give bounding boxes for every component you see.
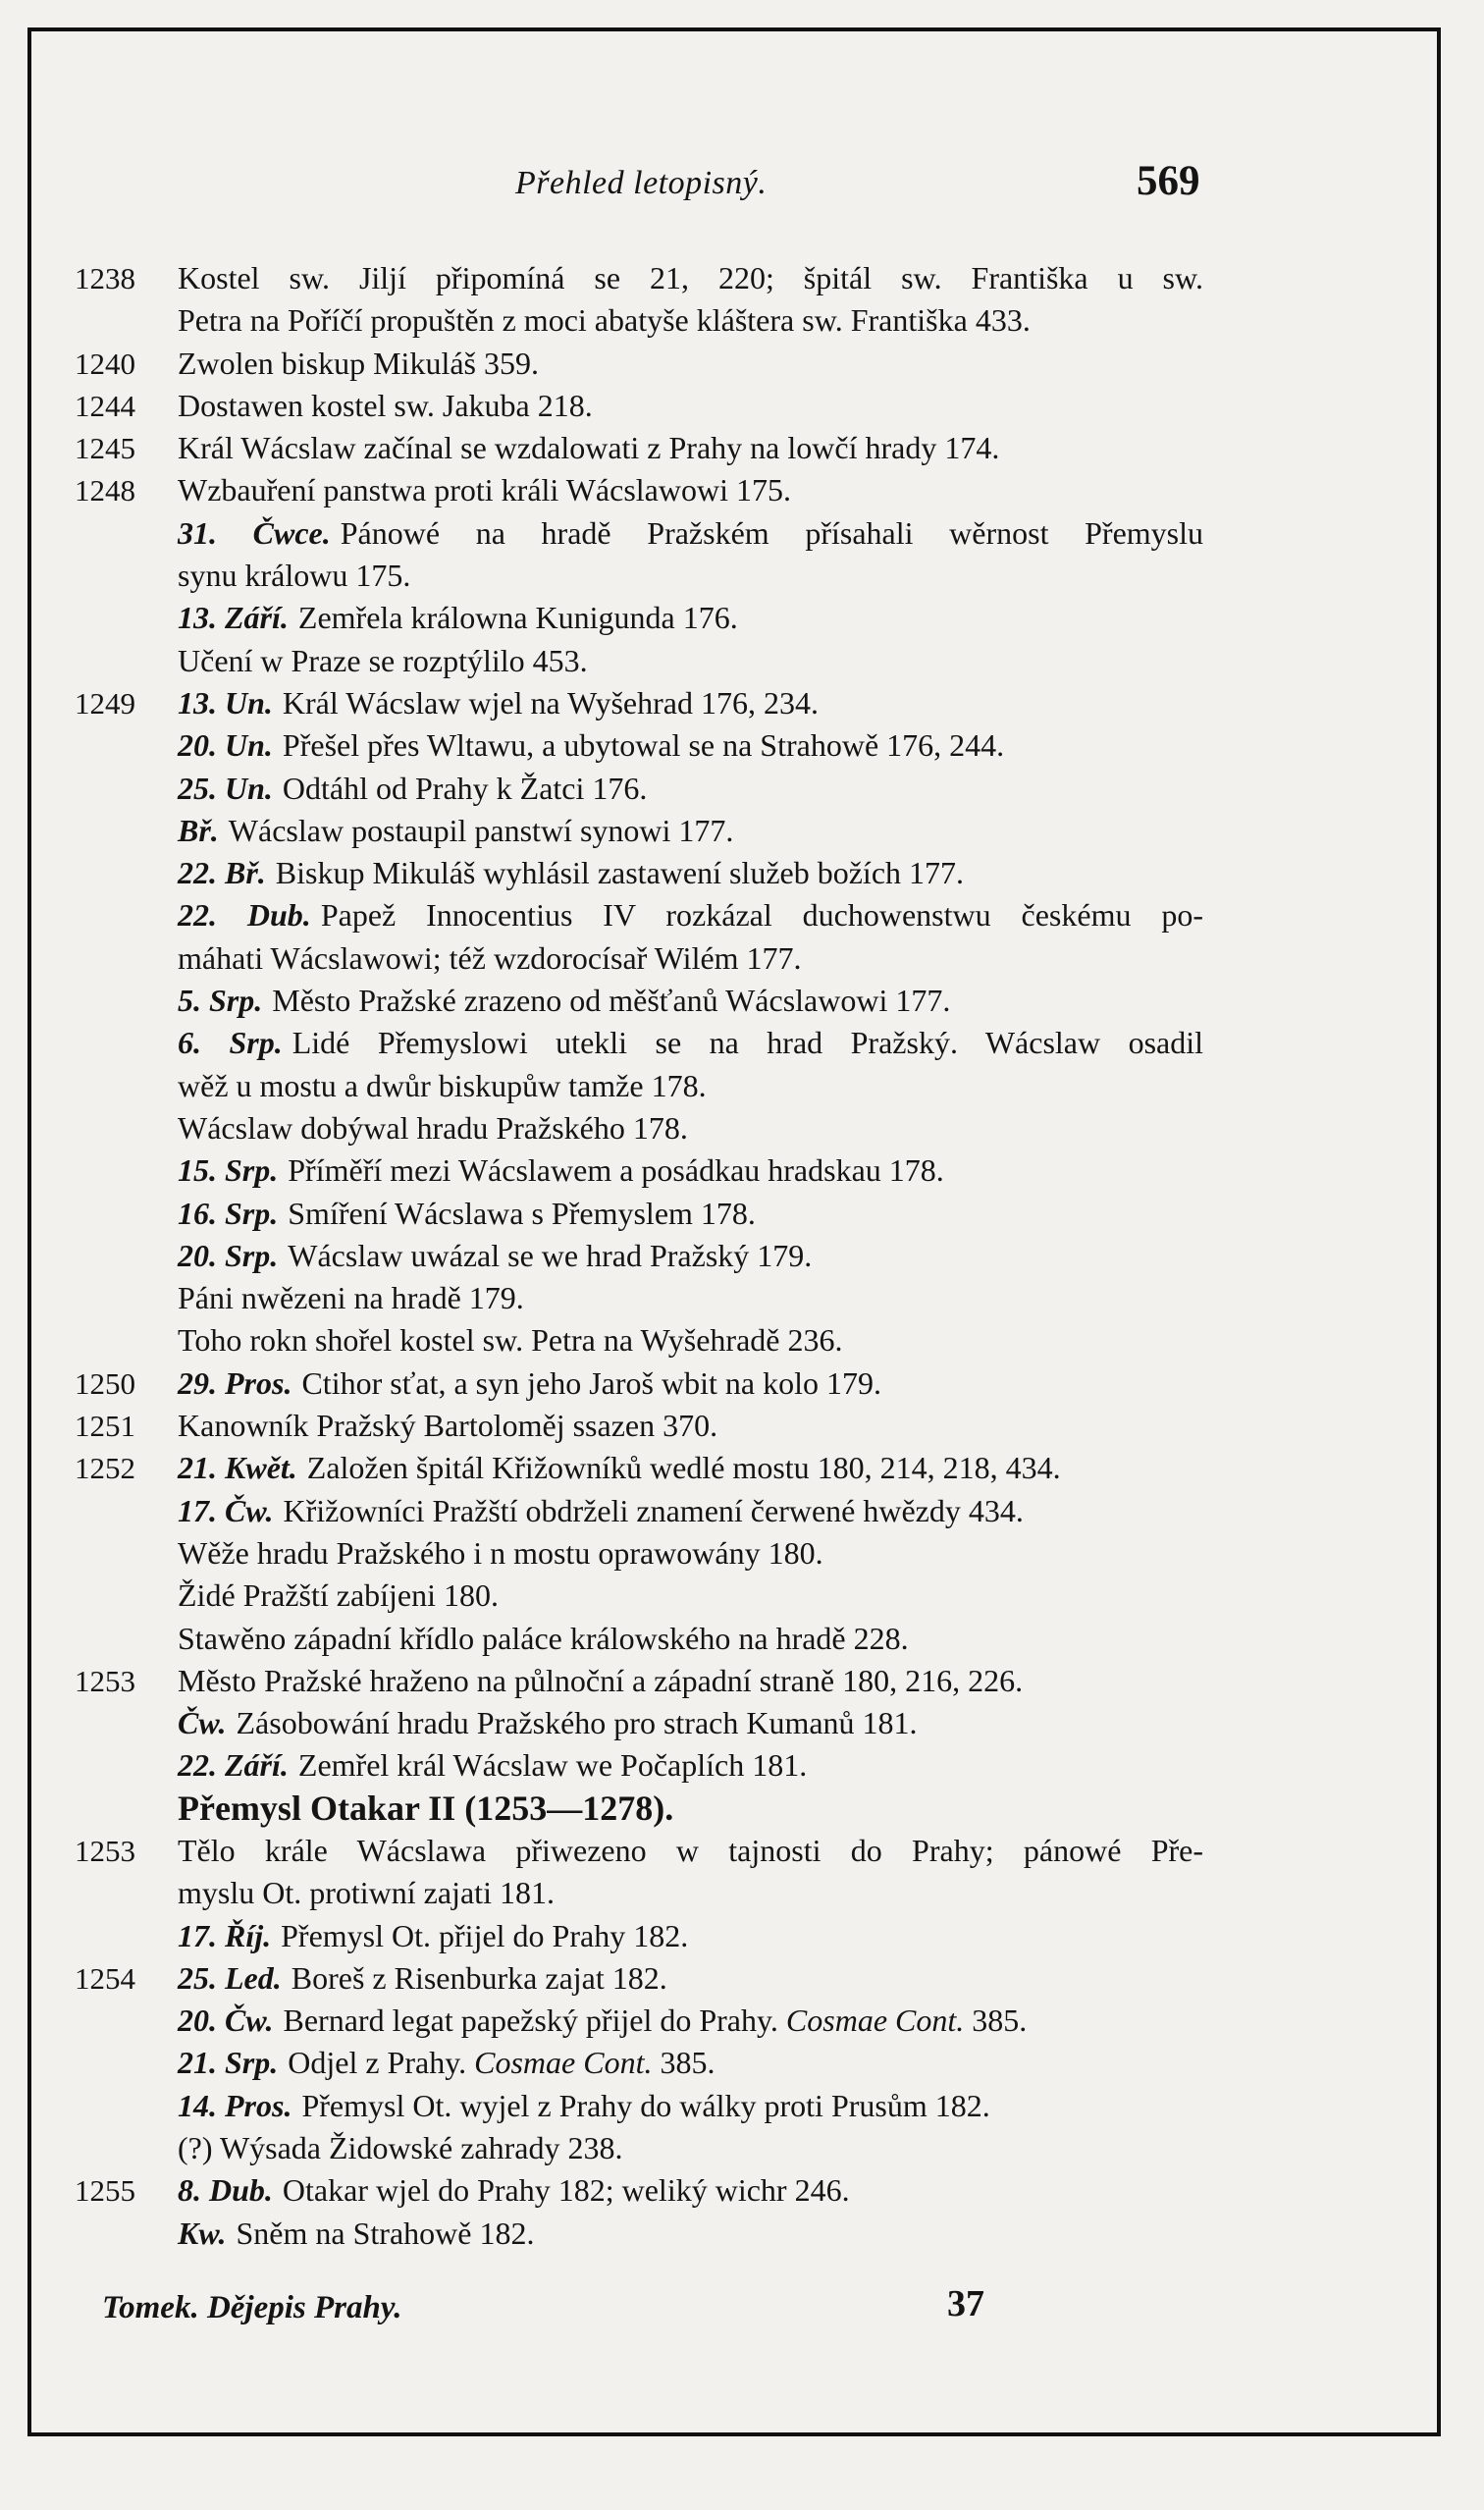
entry-body: Král Wácslaw wjel na Wyšehrad 176, 234. <box>282 684 819 721</box>
entry-year: 1255 <box>75 2173 135 2209</box>
entry-text <box>178 852 1203 894</box>
entry-text <box>178 894 1203 936</box>
entry-body: Kostel sw. Jiljí připomíná se 21, 220; špitál sw. Františka u sw. <box>178 260 1203 295</box>
entry-line <box>75 1490 1203 1532</box>
entry-date: Bř. <box>178 812 219 848</box>
entry-body: Král Wácslaw začínal se wzdalowati z Prahy na lowčí hrady 174. <box>178 430 1000 466</box>
entry-line <box>75 640 1203 682</box>
entry-body: máhati Wácslawowi; též wzdorocísař Wilém 177. <box>178 939 802 976</box>
entry-line <box>75 2000 1203 2042</box>
entry-text <box>178 2085 1203 2127</box>
entry-body: Město Pražské zrazeno od měšťanů Wácslawowi 177. <box>272 983 951 1019</box>
page-footer <box>0 2282 1484 2331</box>
entry-text <box>178 2213 1203 2255</box>
entry-date: 16. Srp. <box>178 1195 279 1231</box>
entry-body: Pánowé na hradě Pražském přísahali wěrnost Přemyslu <box>340 514 1204 551</box>
entry-body: Wěže hradu Pražského i n mostu oprawowány 180. <box>178 1534 823 1571</box>
entry-line <box>75 1744 1203 1787</box>
entry-body: Přemysl Otakar II (1253—1278). <box>178 1788 674 1828</box>
entry-line <box>75 512 1203 555</box>
entry-date: 22. Září. <box>178 1747 289 1784</box>
entry-body: Zwolen biskup Mikuláš 359. <box>178 345 539 381</box>
entry-body: Zemřel král Wácslaw we Počaplích 181. <box>297 1747 808 1784</box>
entry-text <box>178 512 1203 555</box>
entry-line <box>75 682 1203 724</box>
entry-body: Zemřela králowna Kunigunda 176. <box>297 600 738 636</box>
entry-line <box>75 555 1203 597</box>
entry-year: 1240 <box>75 346 135 381</box>
entry-line <box>75 2169 1203 2212</box>
entry-body: Přemysl Ot. přijel do Prahy 182. <box>281 1917 689 1953</box>
entry-text <box>178 810 1203 852</box>
entry-year: 1250 <box>75 1365 135 1401</box>
entry-line <box>75 1788 1203 1830</box>
signature-mark: 37 <box>947 2283 984 2324</box>
entry-body: synu králowu 175. <box>178 558 411 594</box>
entry-body: Kanowník Pražský Bartoloměj ssazen 370. <box>178 1408 718 1444</box>
entry-year: 1238 <box>75 261 135 295</box>
entry-date: 31. Čwce. <box>178 514 331 551</box>
entry-date: 21. Kwět. <box>178 1450 297 1486</box>
entry-body: Město Pražské hraženo na půlnoční a západní straně 180, 216, 226. <box>178 1662 1024 1698</box>
entry-date: 20. Un. <box>178 727 273 764</box>
entry-text <box>178 299 1203 342</box>
entry-line <box>75 427 1203 469</box>
entry-body: Wácslaw dobýwal hradu Pražského 178. <box>178 1109 688 1146</box>
entry-line <box>75 343 1203 385</box>
entry-text <box>178 385 1203 427</box>
entry-text <box>178 2127 1203 2169</box>
entry-text <box>178 1957 1203 2000</box>
entry-line <box>75 299 1203 342</box>
entry-body: Stawěno západní křídlo paláce králowského na hradě 228. <box>178 1620 909 1656</box>
section-heading <box>178 1788 1203 1831</box>
entry-text <box>178 1575 1203 1617</box>
entry-text <box>178 980 1203 1022</box>
entry-text <box>178 2042 1203 2084</box>
entry-date: 15. Srp. <box>178 1152 279 1189</box>
entry-text <box>178 1872 1203 1914</box>
entry-line <box>75 1702 1203 1744</box>
entry-year: 1249 <box>75 685 135 721</box>
entry-year: 1244 <box>75 388 135 423</box>
entry-line <box>75 1618 1203 1660</box>
entry-body: Toho rokn shořel kostel sw. Petra na Wyšehradě 236. <box>178 1322 843 1359</box>
entry-body: Smíření Wácslawa s Přemyslem 178. <box>288 1195 756 1231</box>
entry-text <box>178 1490 1203 1532</box>
entry-date: 22. Bř. <box>178 855 266 891</box>
entry-body: Otakar wjel do Prahy 182; weliký wichr 246. <box>282 2172 850 2209</box>
entry-body: Zásobowání hradu Pražského pro strach Kumanů 181. <box>236 1705 918 1741</box>
entry-body: Bernard legat papežský přijel do Prahy. <box>283 2003 778 2039</box>
entry-text <box>178 1022 1203 1064</box>
entry-body: Příměří mezi Wácslawem a posádkau hradskau 178. <box>288 1152 944 1189</box>
entry-line <box>75 1107 1203 1149</box>
entry-date: Kw. <box>178 2215 227 2251</box>
entry-line <box>75 894 1203 936</box>
entry-body: Boreš z Risenburka zajat 182. <box>291 1959 667 1996</box>
entry-body: Křižowníci Pražští obdrželi znamení čerwené hwězdy 434. <box>283 1492 1024 1528</box>
entry-line <box>75 1915 1203 1957</box>
entry-date: 13. Září. <box>178 600 289 636</box>
entry-body: Učení w Praze se rozptýlilo 453. <box>178 642 588 678</box>
entry-line <box>75 1660 1203 1702</box>
entry-line <box>75 1235 1203 1277</box>
entry-body: Přešel přes Wltawu, a ubytowal se na Strahowě 176, 244. <box>282 727 1005 764</box>
entry-text <box>178 768 1203 810</box>
entry-line <box>75 1405 1203 1447</box>
entry-body: Biskup Mikuláš wyhlásil zastawení služeb božích 177. <box>275 855 965 891</box>
entry-date: 20. Čw. <box>178 2003 274 2039</box>
entry-date: 14. Pros. <box>178 2087 292 2123</box>
entry-body: Tělo krále Wácslawa přiwezeno w tajnosti do Prahy; pánowé Pře- <box>178 1832 1203 1868</box>
entry-date: 17. Čw. <box>178 1492 274 1528</box>
entry-line <box>75 1022 1203 1064</box>
entry-line <box>75 1277 1203 1319</box>
entry-line <box>75 810 1203 852</box>
entry-text <box>178 257 1203 299</box>
entry-text <box>178 1744 1203 1787</box>
entry-line <box>75 1447 1203 1489</box>
entry-text <box>178 1319 1203 1362</box>
entry-line <box>75 2085 1203 2127</box>
entry-line <box>75 1362 1203 1405</box>
entry-date: 17. Říj. <box>178 1917 272 1953</box>
entry-date: 29. Pros. <box>178 1364 292 1401</box>
entry-body: Petra na Poříčí propuštěn z moci abatyše kláštera sw. Františka 433. <box>178 302 1031 339</box>
entry-text <box>178 724 1203 767</box>
entry-line <box>75 980 1203 1022</box>
entry-line <box>75 2213 1203 2255</box>
reference-page: 385. <box>964 2003 1028 2039</box>
entry-text <box>178 1618 1203 1660</box>
entry-line <box>75 1872 1203 1914</box>
entry-line <box>75 1575 1203 1617</box>
entry-text <box>178 682 1203 724</box>
entry-text <box>178 1107 1203 1149</box>
entry-body: Wzbauření panstwa proti králi Wácslawowi 175. <box>178 472 791 508</box>
entry-year: 1251 <box>75 1409 135 1444</box>
entry-line <box>75 257 1203 299</box>
entry-year: 1253 <box>75 1663 135 1698</box>
entry-text <box>178 597 1203 639</box>
entry-line <box>75 2042 1203 2084</box>
entry-text <box>178 555 1203 597</box>
entry-text <box>178 1149 1203 1192</box>
entry-text <box>178 1447 1203 1489</box>
entry-body: Odjel z Prahy. <box>288 2045 467 2081</box>
entry-line <box>75 852 1203 894</box>
entry-body: Židé Pražští zabíjeni 180. <box>178 1577 500 1614</box>
running-title: Přehled letopisný. <box>515 165 768 201</box>
entry-body: wěž u mostu a dwůr biskupůw tamže 178. <box>178 1067 707 1103</box>
entry-text <box>178 343 1203 385</box>
entry-line <box>75 724 1203 767</box>
entry-year: 1248 <box>75 473 135 508</box>
footer-author: Tomek. Dějepis Prahy. <box>102 2290 402 2325</box>
entry-body: Odtáhl od Prahy k Žatci 176. <box>282 770 648 806</box>
entry-body: Wácslaw uwázal se we hrad Pražský 179. <box>288 1237 813 1273</box>
entry-year: 1254 <box>75 1960 135 1996</box>
entry-body: Páni nwězeni na hradě 179. <box>178 1280 524 1316</box>
entry-line <box>75 1532 1203 1575</box>
entry-text <box>178 1065 1203 1107</box>
entry-date: 5. Srp. <box>178 983 263 1019</box>
entry-body: Přemysl Ot. wyjel z Prahy do wálky proti Prusům 182. <box>301 2087 990 2123</box>
entry-date: 6. Srp. <box>178 1025 283 1061</box>
entry-line <box>75 385 1203 427</box>
entry-line <box>75 937 1203 980</box>
entry-body: Papež Innocentius IV rozkázal duchowenstwu českému po- <box>320 897 1204 934</box>
page-header <box>0 157 1484 216</box>
source-reference: Cosmae Cont. <box>785 2003 965 2039</box>
entry-text <box>178 1405 1203 1447</box>
entry-line <box>75 768 1203 810</box>
entry-date: 25. Led. <box>178 1959 282 1996</box>
entry-body: (?) Wýsada Židowské zahrady 238. <box>178 2130 623 2166</box>
entry-text <box>178 1532 1203 1575</box>
reference-page: 385. <box>652 2045 716 2081</box>
entry-text <box>178 469 1203 511</box>
entry-line <box>75 2127 1203 2169</box>
entry-line <box>75 1830 1203 1872</box>
entry-body: Založen špitál Křižowníků wedlé mostu 180, 214, 218, 434. <box>306 1450 1061 1486</box>
entry-date: 13. Un. <box>178 684 273 721</box>
entry-line <box>75 1065 1203 1107</box>
entry-body: Ctihor sťat, a syn jeho Jaroš wbit na kolo 179. <box>301 1364 881 1401</box>
entry-body: Dostawen kostel sw. Jakuba 218. <box>178 387 593 423</box>
entry-text <box>178 427 1203 469</box>
entry-date: Čw. <box>178 1705 227 1741</box>
entry-text <box>178 1193 1203 1235</box>
entry-date: 20. Srp. <box>178 1237 279 1273</box>
entry-year: 1245 <box>75 431 135 466</box>
entry-line <box>75 1149 1203 1192</box>
entry-body: Lidé Přemyslowi utekli se na hrad Pražský. Wácslaw osadil <box>292 1025 1204 1061</box>
entry-line <box>75 1957 1203 2000</box>
source-reference: Cosmae Cont. <box>474 2045 653 2081</box>
entry-text <box>178 1830 1203 1872</box>
entry-text <box>178 640 1203 682</box>
entry-text <box>178 1362 1203 1405</box>
entry-line <box>75 597 1203 639</box>
entry-text <box>178 1277 1203 1319</box>
entry-date: 8. Dub. <box>178 2172 273 2209</box>
entry-text <box>178 2000 1203 2042</box>
entry-body: myslu Ot. protiwní zajati 181. <box>178 1875 555 1911</box>
chronicle-entries <box>75 257 1203 2255</box>
entry-body: Sněm na Strahowě 182. <box>236 2215 535 2251</box>
entry-date: 21. Srp. <box>178 2045 279 2081</box>
entry-line <box>75 1193 1203 1235</box>
entry-text <box>178 937 1203 980</box>
entry-year: 1252 <box>75 1451 135 1486</box>
entry-line <box>75 469 1203 511</box>
entry-text <box>178 1702 1203 1744</box>
entry-line <box>75 1319 1203 1362</box>
entry-body: Wácslaw postaupil panstwí synowi 177. <box>228 812 734 848</box>
entry-text <box>178 1660 1203 1702</box>
entry-text <box>178 2169 1203 2212</box>
entry-text <box>178 1235 1203 1277</box>
entry-text <box>178 1915 1203 1957</box>
page-number: 569 <box>1137 158 1200 204</box>
entry-date: 25. Un. <box>178 770 273 806</box>
entry-year: 1253 <box>75 1833 135 1868</box>
entry-date: 22. Dub. <box>178 897 311 934</box>
